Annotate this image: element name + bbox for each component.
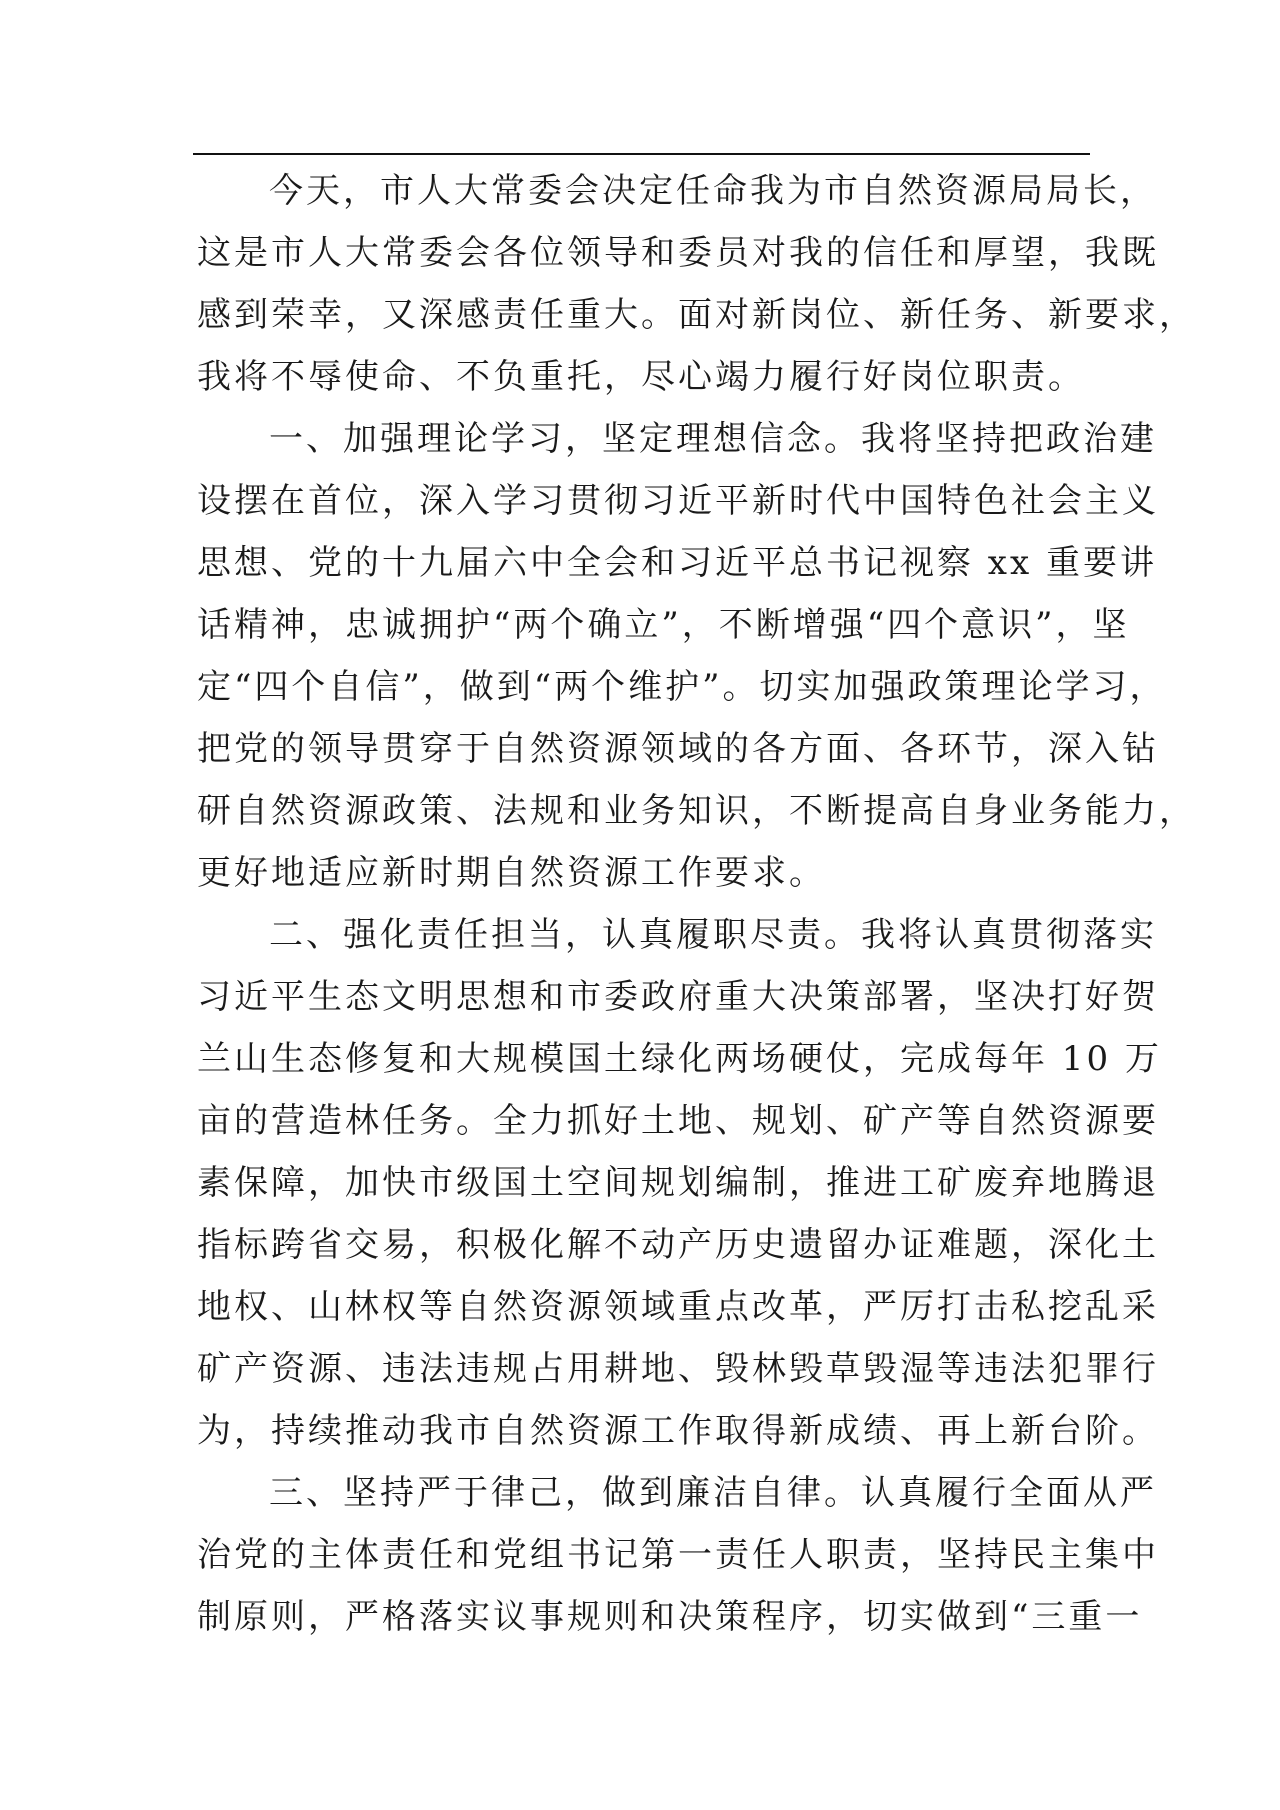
text-line: 设摆在首位，深入学习贯彻习近平新时代中国特色社会主义 <box>197 481 1159 521</box>
text-line: 二、强化责任担当，认真履职尽责。我将认真贯彻落实 <box>269 915 1157 955</box>
text-line: 矿产资源、违法违规占用耕地、毁林毁草毁湿等违法犯罪行 <box>197 1349 1159 1389</box>
text-line: 今天，市人大常委会决定任命我为市自然资源局局长， <box>269 171 1157 211</box>
paragraph-theory-study <box>197 408 1196 904</box>
header-rule <box>193 153 1090 155</box>
text-line: 感到荣幸，又深感责任重大。面对新岗位、新任务、新要求， <box>197 295 1196 335</box>
text-line: 为，持续推动我市自然资源工作取得新成绩、再上新台阶。 <box>197 1411 1159 1451</box>
text-line: 更好地适应新时期自然资源工作要求。 <box>197 853 826 893</box>
text-line: 这是市人大常委会各位领导和委员对我的信任和厚望，我既 <box>197 233 1159 273</box>
text-line: 亩的营造林任务。全力抓好土地、规划、矿产等自然资源要 <box>197 1101 1159 1141</box>
text-line: 治党的主体责任和党组书记第一责任人职责，坚持民主集中 <box>197 1535 1159 1575</box>
text-line: 兰山生态修复和大规模国土绿化两场硬仗，完成每年 10 万 <box>197 1039 1162 1079</box>
text-line: 我将不辱使命、不负重托，尽心竭力履行好岗位职责。 <box>197 357 1085 397</box>
text-line: 地权、山林权等自然资源领域重点改革，严厉打击私挖乱采 <box>197 1287 1159 1327</box>
text-line: 指标跨省交易，积极化解不动产历史遗留办证难题，深化土 <box>197 1225 1159 1265</box>
text-line: 研自然资源政策、法规和业务知识，不断提高自身业务能力， <box>197 791 1196 831</box>
text-line: 话精神，忠诚拥护“两个确立”，不断增强“四个意识”，坚 <box>197 605 1130 645</box>
text-line: 素保障，加快市级国土空间规划编制，推进工矿废弃地腾退 <box>197 1163 1159 1203</box>
paragraph-intro <box>197 160 1196 408</box>
text-line: 一、加强理论学习，坚定理想信念。我将坚持把政治建 <box>269 419 1157 459</box>
text-line: 定“四个自信”，做到“两个维护”。切实加强政策理论学习， <box>197 667 1167 707</box>
paragraph-responsibility <box>197 904 1162 1462</box>
text-line: 三、坚持严于律己，做到廉洁自律。认真履行全面从严 <box>269 1473 1157 1513</box>
text-line: 思想、党的十九届六中全会和习近平总书记视察 xx 重要讲 <box>197 543 1157 583</box>
paragraph-self-discipline <box>197 1462 1159 1648</box>
document-body <box>197 160 1196 1648</box>
text-line: 把党的领导贯穿于自然资源领域的各方面、各环节，深入钻 <box>197 729 1159 769</box>
text-line: 制原则，严格落实议事规则和决策程序，切实做到“三重一 <box>197 1597 1143 1637</box>
text-line: 习近平生态文明思想和市委政府重大决策部署，坚决打好贺 <box>197 977 1159 1017</box>
